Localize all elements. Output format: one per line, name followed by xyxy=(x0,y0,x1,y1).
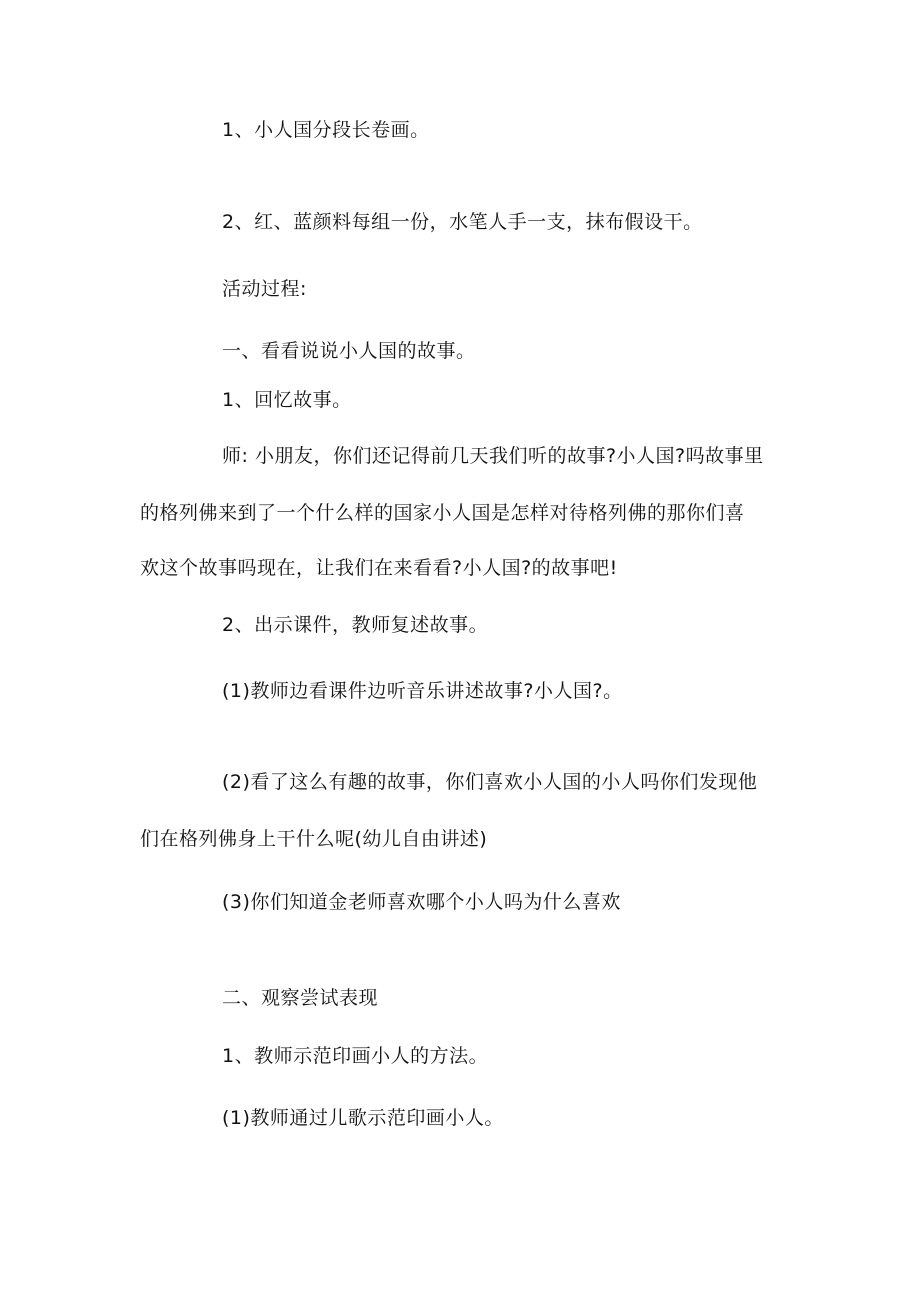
step-teacher-demonstration: 1、教师示范印画小人的方法。 xyxy=(222,1045,489,1067)
substep-2-line-1: (2)看了这么有趣的故事，你们喜欢小人国的小人吗你们发现他 xyxy=(222,771,758,793)
step-show-courseware: 2、出示课件，教师复述故事。 xyxy=(222,614,489,636)
materials-item-1: 1、小人国分段长卷画。 xyxy=(222,119,430,141)
substep-1-nursery-rhyme: (1)教师通过儿歌示范印画小人。 xyxy=(222,1107,504,1129)
part-two-heading: 二、观察尝试表现 xyxy=(222,987,379,1009)
substep-2-line-2: 们在格列佛身上干什么呢(幼儿自由讲述) xyxy=(140,828,488,850)
substep-1-narrate: (1)教师边看课件边听音乐讲述故事?小人国?。 xyxy=(222,680,623,702)
teacher-speech-line-2: 的格列佛来到了一个什么样的国家小人国是怎样对待格列佛的那你们喜 xyxy=(140,502,745,524)
section-heading-activity-process: 活动过程: xyxy=(222,278,307,300)
part-one-heading: 一、看看说说小人国的故事。 xyxy=(222,340,476,362)
teacher-speech-line-3: 欢这个故事吗现在，让我们在来看看?小人国?的故事吧! xyxy=(140,557,618,579)
step-recall-story: 1、回忆故事。 xyxy=(222,389,352,411)
materials-item-2: 2、红、蓝颜料每组一份，水笔人手一支，抹布假设干。 xyxy=(222,211,703,233)
teacher-speech-line-1: 师: 小朋友，你们还记得前几天我们听的故事?小人国?吗故事里 xyxy=(222,445,764,467)
substep-3-question: (3)你们知道金老师喜欢哪个小人吗为什么喜欢 xyxy=(222,891,621,913)
